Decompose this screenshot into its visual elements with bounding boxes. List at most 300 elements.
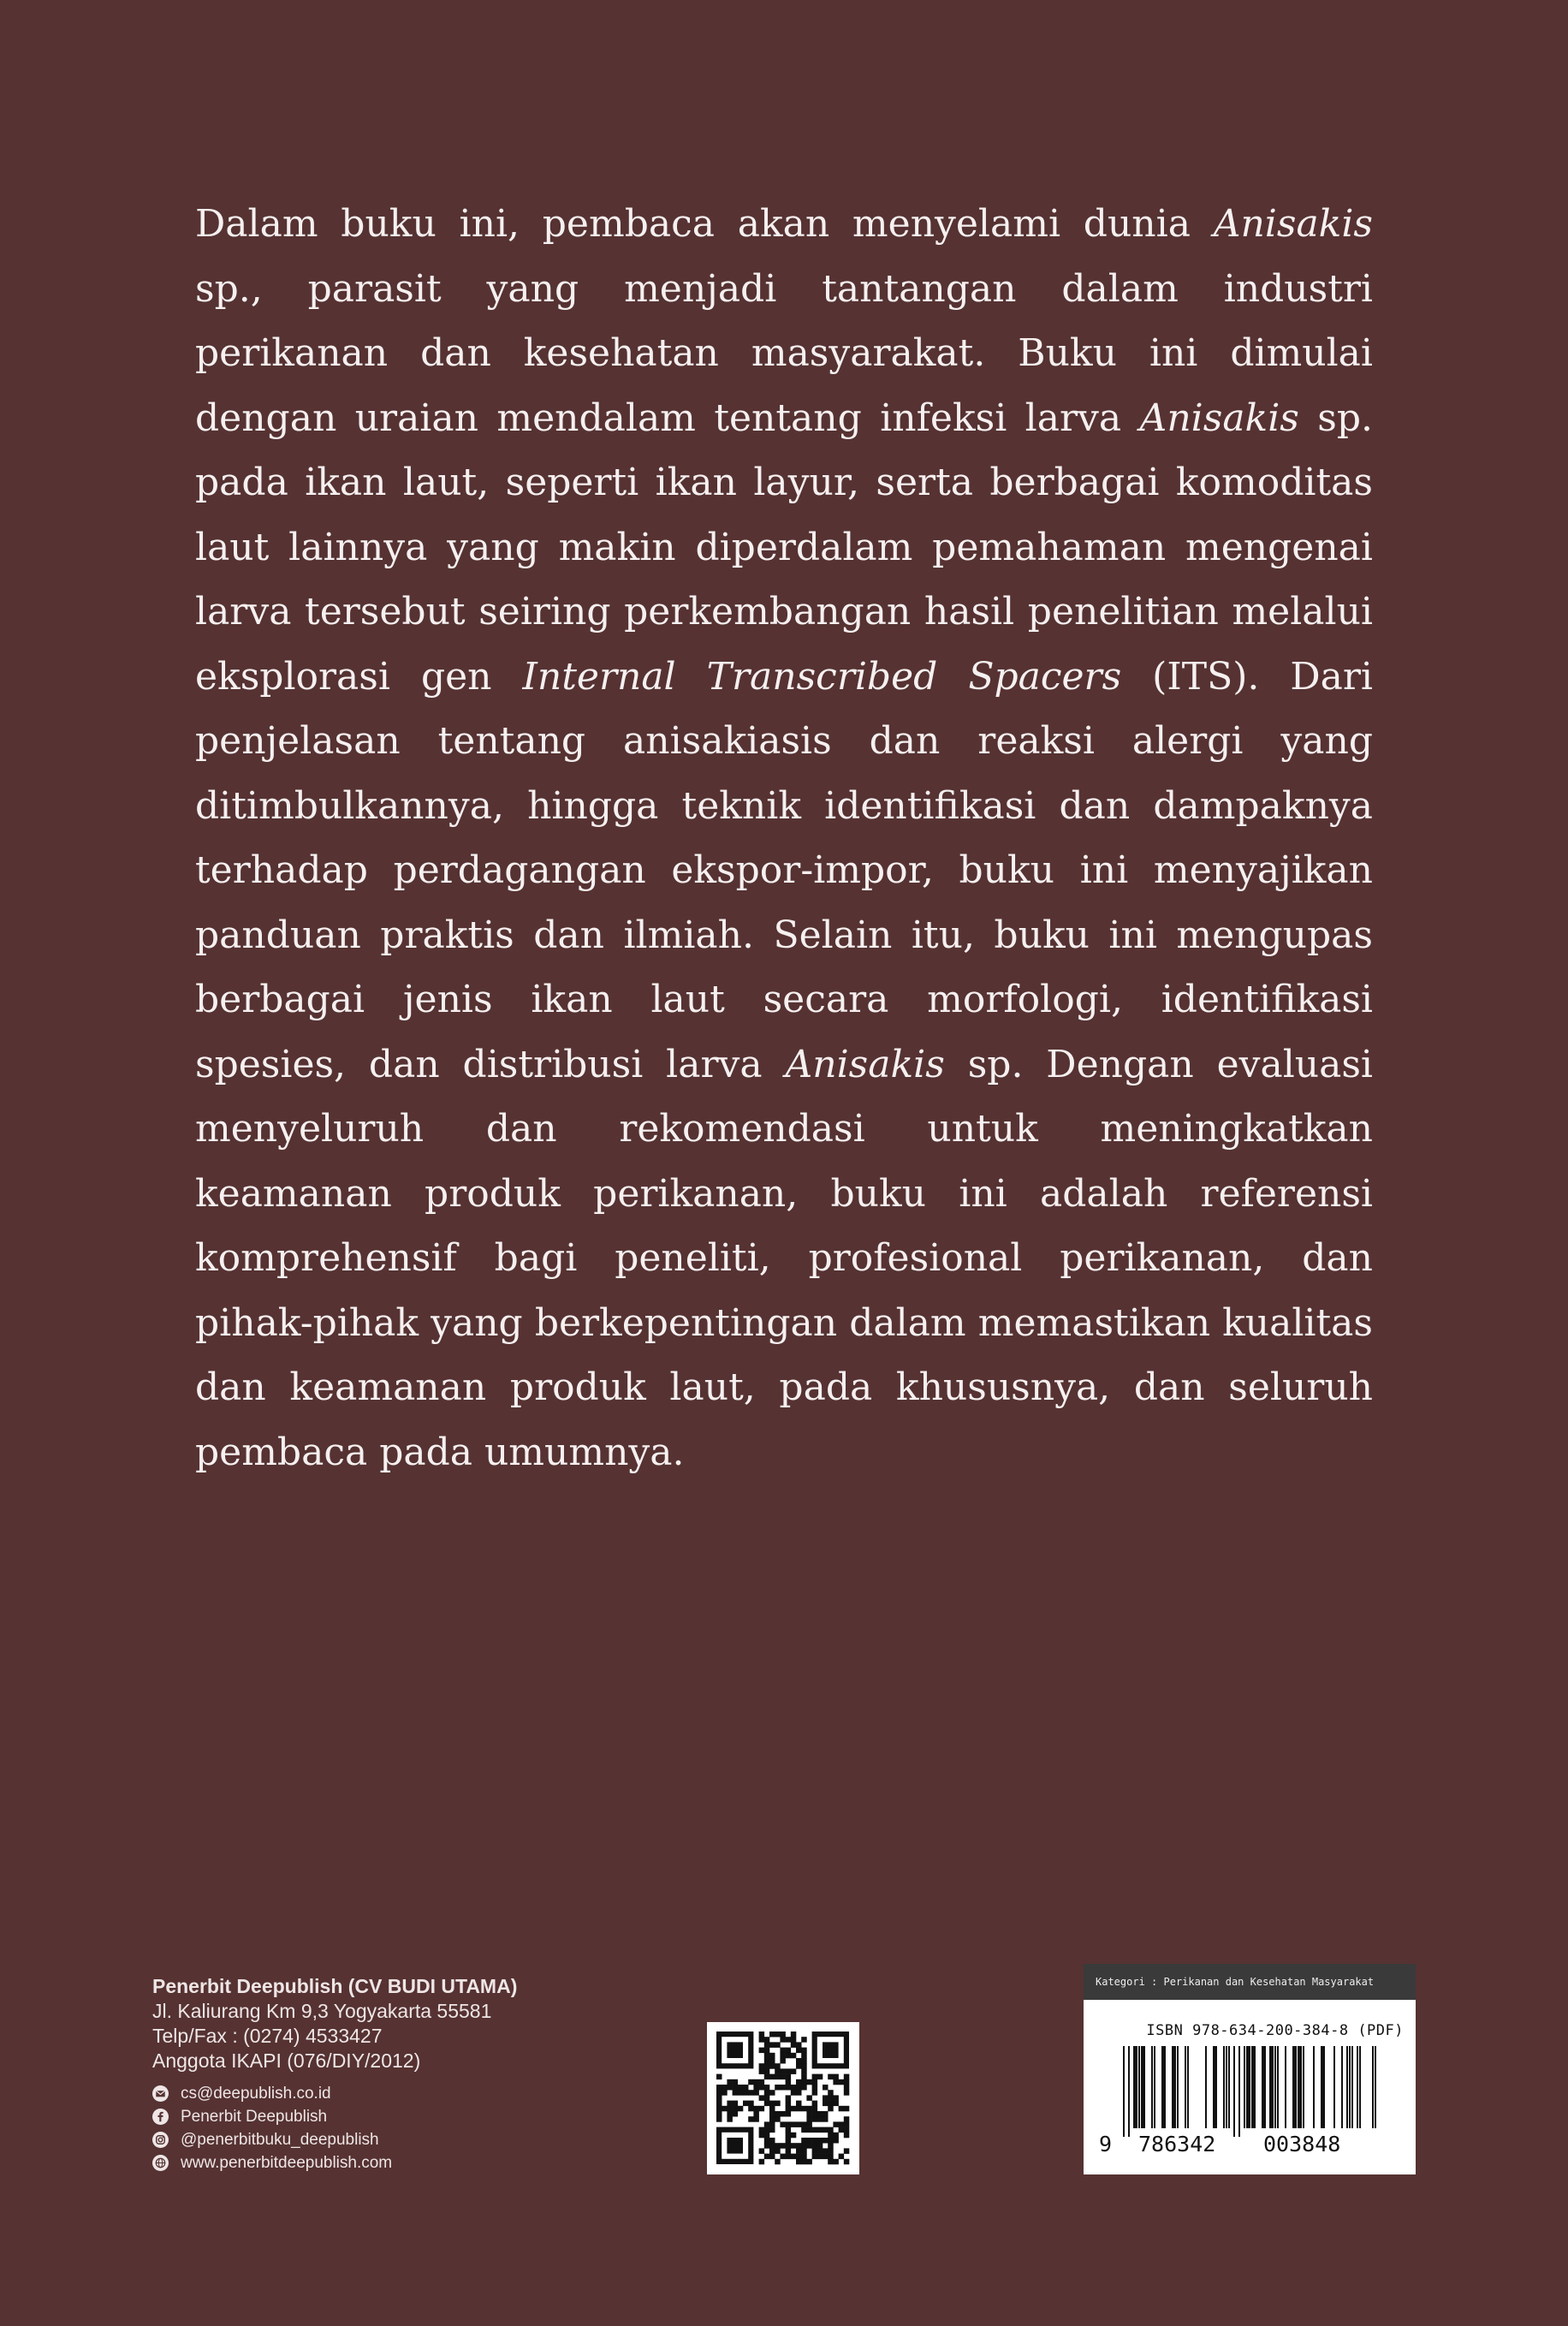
barcode-bar (1321, 2046, 1325, 2128)
qr-module (801, 2143, 807, 2149)
barcode-bar (1205, 2046, 1207, 2128)
qr-module (764, 2068, 770, 2074)
qr-module (796, 2079, 802, 2085)
qr-module (801, 2053, 807, 2059)
qr-module (727, 2106, 733, 2112)
qr-module (780, 2085, 786, 2091)
qr-module (764, 2042, 770, 2048)
qr-module (786, 2138, 792, 2144)
qr-module (828, 2106, 834, 2112)
qr-module (801, 2159, 807, 2165)
qr-module (844, 2148, 850, 2154)
qr-module (764, 2037, 770, 2043)
qr-module (769, 2121, 775, 2127)
qr-module (823, 2154, 829, 2160)
barcode-bar (1341, 2046, 1343, 2128)
contact-instagram-text[interactable]: @penerbitbuku_deepublish (181, 2131, 379, 2149)
qr-finder-inner (823, 2042, 839, 2058)
qr-module (780, 2048, 786, 2054)
qr-module (801, 2048, 807, 2054)
barcode-bar (1185, 2046, 1186, 2128)
barcode-bar (1333, 2046, 1335, 2128)
qr-module (780, 2037, 786, 2043)
barcode-bar (1292, 2046, 1297, 2128)
qr-module (727, 2101, 733, 2107)
qr-module (733, 2079, 739, 2085)
qr-module (801, 2058, 807, 2064)
qr-module (844, 2159, 850, 2165)
qr-module (828, 2090, 834, 2096)
barcode-bar (1346, 2046, 1348, 2128)
qr-module (823, 2148, 829, 2154)
qr-module (806, 2143, 812, 2149)
qr-module (775, 2148, 781, 2154)
barcode-bar (1133, 2046, 1137, 2128)
qr-module (812, 2154, 818, 2160)
qr-module (828, 2138, 834, 2144)
barcode-bar (1154, 2046, 1155, 2128)
qr-module (733, 2090, 739, 2096)
qr-module (786, 2127, 792, 2133)
qr-module (786, 2101, 792, 2107)
qr-module (844, 2116, 850, 2122)
qr-module (801, 2079, 807, 2085)
qr-module (753, 2085, 759, 2091)
qr-module (759, 2127, 765, 2133)
qr-module (786, 2154, 792, 2160)
qr-module (764, 2121, 770, 2127)
qr-module (775, 2032, 781, 2037)
qr-module (823, 2101, 829, 2107)
qr-module (828, 2143, 834, 2149)
qr-module (844, 2090, 850, 2096)
blurb-italic: Anisakis (785, 1042, 945, 1086)
barcode-bar (1233, 2046, 1235, 2137)
qr-module (769, 2101, 775, 2107)
qr-module (786, 2148, 792, 2154)
qr-code[interactable] (707, 2022, 859, 2174)
qr-module (764, 2090, 770, 2096)
qr-module (716, 2111, 722, 2117)
qr-module (817, 2116, 823, 2122)
qr-module (812, 2148, 818, 2154)
qr-module (791, 2053, 797, 2059)
blurb-text: Dalam buku ini, pembaca akan menyelami dunia (195, 202, 1214, 246)
barcode-bar (1274, 2046, 1276, 2128)
qr-module (769, 2111, 775, 2117)
qr-module (775, 2159, 781, 2165)
qr-module (828, 2127, 834, 2133)
qr-module (791, 2085, 797, 2091)
qr-module (775, 2085, 781, 2091)
qr-module (743, 2085, 749, 2091)
qr-module (823, 2085, 829, 2091)
qr-module (828, 2154, 834, 2160)
barcode-bars (1123, 2046, 1380, 2137)
qr-module (812, 2079, 818, 2085)
qr-finder-inner (727, 2042, 743, 2058)
qr-module (716, 2085, 722, 2091)
qr-module (716, 2095, 722, 2101)
qr-module (722, 2090, 728, 2096)
qr-module (716, 2106, 722, 2112)
qr-module (775, 2063, 781, 2069)
qr-module (806, 2116, 812, 2122)
barcode-bar (1359, 2046, 1361, 2128)
qr-module (716, 2101, 722, 2107)
barcode-bar (1226, 2046, 1227, 2128)
qr-finder-inner (727, 2138, 743, 2154)
qr-module (833, 2133, 839, 2139)
barcode-digits-left: 786342 (1138, 2132, 1216, 2156)
qr-module (759, 2106, 765, 2112)
qr-module (812, 2090, 818, 2096)
qr-module (769, 2074, 775, 2080)
barcode-bar (1172, 2046, 1176, 2128)
qr-module (833, 2095, 839, 2101)
qr-module (796, 2143, 802, 2149)
qr-module (812, 2085, 818, 2091)
qr-module (727, 2085, 733, 2091)
qr-module (828, 2148, 834, 2154)
qr-module (753, 2106, 759, 2112)
qr-module (839, 2079, 845, 2085)
barcode-bar (1313, 2046, 1315, 2128)
barcode-digits-right: 003848 (1263, 2132, 1341, 2156)
qr-module (769, 2058, 775, 2064)
qr-module (759, 2068, 765, 2074)
qr-module (812, 2101, 818, 2107)
qr-module (786, 2074, 792, 2080)
qr-module (775, 2042, 781, 2048)
qr-module (764, 2133, 770, 2139)
qr-module (786, 2111, 792, 2117)
qr-module (769, 2138, 775, 2144)
category-label: Kategori : Perikanan dan Kesehatan Masyarakat (1084, 1964, 1416, 2000)
qr-module (806, 2106, 812, 2112)
barcode-bar (1375, 2046, 1376, 2128)
qr-module (801, 2138, 807, 2144)
qr-module (791, 2090, 797, 2096)
qr-module (769, 2116, 775, 2122)
qr-module (806, 2079, 812, 2085)
qr-module (796, 2148, 802, 2154)
barcode-bar (1262, 2046, 1266, 2128)
qr-module (775, 2111, 781, 2117)
qr-module (823, 2116, 829, 2122)
qr-module (786, 2106, 792, 2112)
qr-module (780, 2143, 786, 2149)
qr-module (759, 2063, 765, 2069)
instagram-icon (152, 2132, 169, 2148)
qr-module (748, 2079, 754, 2085)
qr-module (786, 2085, 792, 2091)
qr-module (769, 2127, 775, 2133)
qr-module (743, 2090, 749, 2096)
qr-module (716, 2074, 722, 2080)
qr-module (786, 2079, 792, 2085)
qr-module (775, 2068, 781, 2074)
qr-module (806, 2111, 812, 2117)
qr-module (796, 2058, 802, 2064)
qr-module (764, 2095, 770, 2101)
qr-module (769, 2042, 775, 2048)
qr-module (748, 2106, 754, 2112)
qr-module (733, 2106, 739, 2112)
qr-module (786, 2053, 792, 2059)
barcode-bar (1238, 2046, 1240, 2137)
qr-module (786, 2143, 792, 2149)
qr-module (812, 2143, 818, 2149)
qr-module (786, 2095, 792, 2101)
qr-module (801, 2127, 807, 2133)
qr-module (817, 2074, 823, 2080)
barcode-bar (1141, 2046, 1145, 2128)
qr-module (753, 2116, 759, 2122)
qr-module (727, 2079, 733, 2085)
back-cover-blurb (195, 192, 1373, 1484)
qr-module (796, 2063, 802, 2069)
qr-module (791, 2037, 797, 2043)
qr-module (791, 2154, 797, 2160)
contact-website[interactable] (152, 2151, 632, 2174)
qr-module (812, 2106, 818, 2112)
qr-module (769, 2090, 775, 2096)
barcode-bar (1372, 2046, 1374, 2128)
barcode-bar (1151, 2046, 1153, 2128)
qr-module (796, 2085, 802, 2091)
qr-module (791, 2068, 797, 2074)
barcode-bar (1351, 2046, 1353, 2128)
qr-module (817, 2111, 823, 2117)
qr-module (817, 2148, 823, 2154)
qr-module (823, 2095, 829, 2101)
qr-module (753, 2079, 759, 2085)
contact-email[interactable] (152, 2082, 632, 2105)
qr-module (806, 2159, 812, 2165)
qr-module (738, 2106, 744, 2112)
barcode-bar (1303, 2046, 1304, 2128)
qr-module (796, 2159, 802, 2165)
qr-module (844, 2127, 850, 2133)
qr-module (828, 2095, 834, 2101)
contact-website-text[interactable]: www.penerbitdeepublish.com (181, 2154, 393, 2172)
contact-email-text[interactable]: cs@deepublish.co.id (181, 2085, 331, 2103)
contact-facebook-text[interactable]: Penerbit Deepublish (181, 2108, 328, 2126)
qr-module (764, 2138, 770, 2144)
qr-module (828, 2133, 834, 2139)
qr-module (780, 2058, 786, 2064)
qr-module (764, 2127, 770, 2133)
qr-module (833, 2079, 839, 2085)
qr-module (801, 2106, 807, 2112)
qr-module (743, 2101, 749, 2107)
qr-module (801, 2074, 807, 2080)
publisher-name: Penerbit Deepublish (CV BUDI UTAMA) (152, 1975, 518, 1997)
qr-module (844, 2106, 850, 2112)
qr-module (780, 2032, 786, 2037)
qr-module (791, 2133, 797, 2139)
qr-module (748, 2101, 754, 2107)
qr-module (801, 2154, 807, 2160)
qr-module (748, 2116, 754, 2122)
qr-module (786, 2048, 792, 2054)
qr-module (733, 2111, 739, 2117)
barcode-bar (1357, 2046, 1358, 2128)
blurb-italic: Internal Transcribed Spacers (522, 654, 1122, 699)
qr-module (812, 2138, 818, 2144)
qr-module (759, 2079, 765, 2085)
barcode-bar (1349, 2046, 1351, 2128)
qr-module (828, 2159, 834, 2165)
qr-module (844, 2074, 850, 2080)
qr-code-pattern (707, 2022, 859, 2174)
blurb-text: sp., parasit yang menjadi tantangan dalam industri perikanan dan kesehatan masyarakat. Buku ini dimulai dengan uraian mendalam tentang infeksi larva (195, 266, 1373, 440)
qr-module (759, 2032, 765, 2037)
qr-module (769, 2143, 775, 2149)
qr-module (817, 2127, 823, 2133)
qr-module (796, 2101, 802, 2107)
barcode-bar (1177, 2046, 1179, 2128)
qr-module (833, 2121, 839, 2127)
qr-module (801, 2037, 807, 2043)
qr-module (791, 2032, 797, 2037)
qr-module (759, 2148, 765, 2154)
qr-module (769, 2063, 775, 2069)
barcode-bar (1223, 2046, 1225, 2128)
qr-module (844, 2121, 850, 2127)
qr-module (786, 2037, 792, 2043)
qr-module (764, 2058, 770, 2064)
contact-facebook[interactable] (152, 2105, 632, 2128)
qr-module (759, 2159, 765, 2165)
barcode-bar (1298, 2046, 1302, 2128)
barcode-bar (1244, 2046, 1245, 2128)
publisher-address: Jl. Kaliurang Km 9,3 Yogyakarta 55581 (152, 2000, 492, 2022)
qr-module (791, 2042, 797, 2048)
qr-module (775, 2074, 781, 2080)
qr-module (748, 2090, 754, 2096)
qr-module (796, 2042, 802, 2048)
barcode-bar (1228, 2046, 1230, 2128)
qr-module (759, 2095, 765, 2101)
publisher-phone: Telp/Fax : (0274) 4533427 (152, 2025, 383, 2047)
barcode-bar (1187, 2046, 1189, 2128)
qr-module (775, 2143, 781, 2149)
qr-module (780, 2053, 786, 2059)
qr-module (833, 2101, 839, 2107)
barcode-bar (1128, 2046, 1130, 2137)
qr-module (833, 2159, 839, 2165)
qr-module (780, 2111, 786, 2117)
blurb-text: sp. Dengan evaluasi menyeluruh dan rekomendasi untuk meningkatkan keamanan produk perikanan, buku ini adalah referensi komprehensif bagi peneliti, profesional perikanan, dan pihak-pihak yang berkepentingan dalam memastikan kualitas dan keamanan produk laut, pada khususnya, dan seluruh pembaca pada umumnya. (195, 1042, 1373, 1474)
qr-module (791, 2106, 797, 2112)
barcode-bar (1285, 2046, 1286, 2128)
qr-module (839, 2154, 845, 2160)
qr-module (839, 2127, 845, 2133)
qr-module (796, 2106, 802, 2112)
barcode-bar (1277, 2046, 1279, 2128)
qr-module (786, 2133, 792, 2139)
qr-module (733, 2085, 739, 2091)
email-icon (152, 2085, 169, 2102)
barcode-bar (1138, 2046, 1140, 2128)
isbn-label: ISBN 978-634-200-384-8 (PDF) (1146, 2022, 1404, 2039)
qr-module (769, 2154, 775, 2160)
qr-module (817, 2143, 823, 2149)
qr-module (796, 2048, 802, 2054)
blurb-text: sp. pada ikan laut, seperti ikan layur, serta berbagai komoditas laut lainnya yang makin diperdalam pemahaman mengenai larva tersebut seiring perkembangan hasil penelitian melalui eksplorasi gen (195, 396, 1374, 699)
qr-module (823, 2138, 829, 2144)
qr-module (806, 2138, 812, 2144)
qr-module (759, 2133, 765, 2139)
publisher-info (152, 1973, 632, 2174)
qr-module (764, 2143, 770, 2149)
barcode-bar (1123, 2046, 1125, 2137)
qr-module (844, 2085, 850, 2091)
qr-module (786, 2068, 792, 2074)
qr-module (801, 2068, 807, 2074)
barcode-bar (1213, 2046, 1217, 2128)
qr-module (759, 2085, 765, 2091)
qr-module (733, 2101, 739, 2107)
publisher-member: Anggota IKAPI (076/DIY/2012) (152, 2049, 421, 2072)
barcode-bar (1246, 2046, 1250, 2128)
qr-module (716, 2090, 722, 2096)
contact-instagram[interactable] (152, 2128, 632, 2151)
barcode-bar (1251, 2046, 1256, 2128)
qr-module (716, 2116, 722, 2122)
qr-module (796, 2121, 802, 2127)
qr-module (775, 2116, 781, 2122)
qr-module (764, 2101, 770, 2107)
qr-module (801, 2085, 807, 2091)
qr-module (722, 2106, 728, 2112)
qr-module (801, 2063, 807, 2069)
qr-module (823, 2111, 829, 2117)
qr-module (801, 2148, 807, 2154)
qr-module (764, 2053, 770, 2059)
barcode-bar (1269, 2046, 1274, 2128)
blurb-italic: Anisakis (1139, 396, 1299, 440)
qr-module (769, 2032, 775, 2037)
qr-module (764, 2063, 770, 2069)
qr-module (780, 2121, 786, 2127)
qr-module (759, 2048, 765, 2054)
qr-module (780, 2068, 786, 2074)
isbn-barcode-box (1084, 1964, 1416, 2174)
qr-module (812, 2111, 818, 2117)
qr-module (780, 2074, 786, 2080)
qr-module (791, 2143, 797, 2149)
qr-module (833, 2138, 839, 2144)
qr-module (806, 2127, 812, 2133)
qr-module (764, 2085, 770, 2091)
qr-module (753, 2090, 759, 2096)
qr-module (801, 2121, 807, 2127)
qr-module (828, 2101, 834, 2107)
qr-module (812, 2074, 818, 2080)
qr-module (833, 2074, 839, 2080)
qr-module (769, 2106, 775, 2112)
qr-module (812, 2116, 818, 2122)
qr-module (791, 2121, 797, 2127)
qr-module (769, 2148, 775, 2154)
qr-module (806, 2121, 812, 2127)
qr-module (817, 2154, 823, 2160)
qr-module (764, 2048, 770, 2054)
blurb-text: (ITS). Dari penjelasan tentang anisakiasis dan reaksi alergi yang ditimbulkannya, hingga teknik identifikasi dan dampaknya terhadap perdagangan ekspor-impor, buku ini menyajikan panduan praktis dan ilmiah. Selain itu, buku ini mengupas berbagai jenis ikan laut secara morfologi, identifikasi spesies, dan distribusi larva (195, 654, 1373, 1086)
